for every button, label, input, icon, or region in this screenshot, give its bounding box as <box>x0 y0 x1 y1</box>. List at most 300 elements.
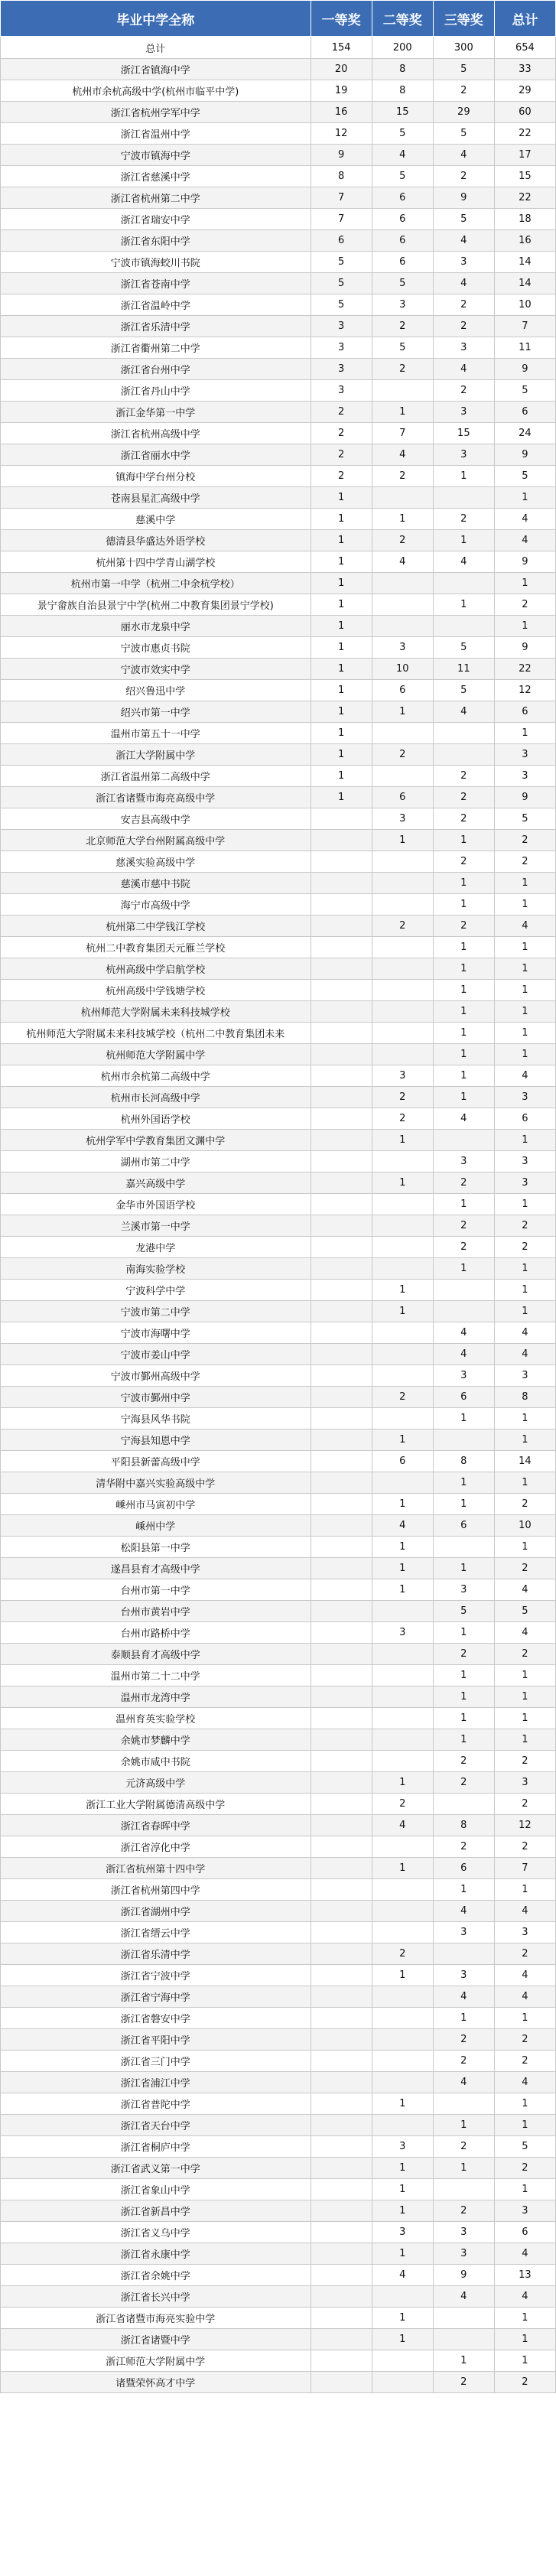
second-prize-cell: 5 <box>372 166 433 187</box>
total-cell: 1 <box>494 1258 555 1280</box>
second-prize-cell: 4 <box>372 2265 433 2286</box>
school-name-cell: 海宁市高级中学 <box>1 894 311 916</box>
total-cell: 5 <box>494 808 555 830</box>
total-cell: 5 <box>494 1601 555 1622</box>
first-prize-cell <box>311 1023 372 1044</box>
second-prize-cell <box>372 1708 433 1729</box>
total-cell: 4 <box>494 1622 555 1644</box>
school-name-cell: 浙江省淳化中学 <box>1 1836 311 1858</box>
third-prize-cell: 3 <box>433 2222 494 2243</box>
total-cell: 9 <box>494 637 555 659</box>
school-name-cell: 杭州师范大学附属未来科技城学校 <box>1 1001 311 1023</box>
first-prize-cell <box>311 1794 372 1815</box>
table-row <box>1 166 556 187</box>
third-prize-cell: 8 <box>433 1815 494 1836</box>
total-cell: 12 <box>494 680 555 701</box>
first-prize-cell: 2 <box>311 423 372 444</box>
school-name-cell: 杭州市第一中学（杭州二中余杭学校） <box>1 573 311 594</box>
first-prize-cell <box>311 1751 372 1772</box>
second-prize-cell: 1 <box>372 1130 433 1151</box>
school-name-cell: 绍兴市第一中学 <box>1 701 311 723</box>
table-row <box>1 1644 556 1665</box>
second-prize-cell <box>372 1644 433 1665</box>
school-name-cell: 浙江省台州中学 <box>1 359 311 380</box>
total-cell: 33 <box>494 59 555 80</box>
third-prize-cell: 1 <box>433 1001 494 1023</box>
school-name-cell: 浙江省宁海中学 <box>1 1986 311 2008</box>
first-prize-cell <box>311 2008 372 2029</box>
first-prize-cell <box>311 1258 372 1280</box>
total-cell: 10 <box>494 294 555 316</box>
second-prize-cell: 1 <box>372 509 433 530</box>
second-prize-cell: 7 <box>372 423 433 444</box>
first-prize-cell: 7 <box>311 187 372 209</box>
third-prize-cell: 2 <box>433 2029 494 2051</box>
total-cell: 1 <box>494 1472 555 1494</box>
total-cell: 4 <box>494 1901 555 1922</box>
first-prize-cell <box>311 1922 372 1943</box>
total-cell: 1 <box>494 937 555 958</box>
table-row <box>1 851 556 873</box>
school-name-cell: 浙江师范大学附属中学 <box>1 2350 311 2372</box>
school-name-cell: 杭州高级中学钱塘学校 <box>1 980 311 1001</box>
third-prize-cell <box>433 2179 494 2200</box>
school-name-cell: 嵊州市马寅初中学 <box>1 1494 311 1515</box>
school-name-cell: 宁波市惠贞书院 <box>1 637 311 659</box>
table-row <box>1 808 556 830</box>
third-prize-cell: 5 <box>433 680 494 701</box>
first-prize-cell <box>311 1087 372 1108</box>
table-row <box>1 1472 556 1494</box>
second-prize-cell: 1 <box>372 1173 433 1194</box>
third-prize-cell <box>433 487 494 509</box>
school-name-cell: 浙江省苍南中学 <box>1 273 311 294</box>
second-prize-cell <box>372 1258 433 1280</box>
second-prize-cell: 5 <box>372 273 433 294</box>
third-prize-cell: 3 <box>433 444 494 466</box>
third-prize-cell: 1 <box>433 1408 494 1429</box>
school-name-cell: 杭州第十四中学青山湖学校 <box>1 551 311 573</box>
first-prize-cell <box>311 1815 372 1836</box>
first-prize-cell <box>311 1665 372 1686</box>
second-prize-cell <box>372 2372 433 2393</box>
table-row <box>1 145 556 166</box>
table-row <box>1 937 556 958</box>
school-name-cell: 泰顺县育才高级中学 <box>1 1644 311 1665</box>
school-name-cell: 浙江省新昌中学 <box>1 2200 311 2222</box>
total-cell: 14 <box>494 273 555 294</box>
school-name-cell: 平阳县新蕾高级中学 <box>1 1451 311 1472</box>
second-prize-cell: 1 <box>372 2243 433 2265</box>
total-cell: 3 <box>494 1087 555 1108</box>
third-prize-cell: 1 <box>433 1258 494 1280</box>
first-prize-cell <box>311 1708 372 1729</box>
first-prize-cell <box>311 1772 372 1794</box>
third-prize-cell: 1 <box>433 980 494 1001</box>
first-prize-cell <box>311 1429 372 1451</box>
second-prize-cell: 3 <box>372 294 433 316</box>
third-prize-cell: 4 <box>433 273 494 294</box>
second-prize-cell: 1 <box>372 1858 433 1879</box>
school-name-cell: 金华市外国语学校 <box>1 1194 311 1215</box>
total-cell: 3 <box>494 1365 555 1387</box>
table-row <box>1 2329 556 2350</box>
table-row <box>1 209 556 230</box>
table-row <box>1 637 556 659</box>
school-name-cell: 余姚市咸中书院 <box>1 1751 311 1772</box>
table-row <box>1 530 556 551</box>
total-cell: 1 <box>494 958 555 980</box>
table-row <box>1 1815 556 1836</box>
first-prize-cell <box>311 894 372 916</box>
third-prize-cell <box>433 723 494 744</box>
table-row <box>1 2115 556 2136</box>
second-prize-cell: 2 <box>372 744 433 766</box>
second-prize-cell: 6 <box>372 1451 433 1472</box>
total-cell: 1 <box>494 723 555 744</box>
first-prize-cell: 1 <box>311 616 372 637</box>
table-row <box>1 594 556 616</box>
second-prize-cell: 8 <box>372 80 433 102</box>
first-prize-cell: 20 <box>311 59 372 80</box>
third-prize-cell <box>433 1429 494 1451</box>
third-prize-cell: 2 <box>433 787 494 808</box>
total-cell: 1 <box>494 873 555 894</box>
third-prize-cell: 3 <box>433 402 494 423</box>
first-prize-cell <box>311 1622 372 1644</box>
total-cell: 8 <box>494 1387 555 1408</box>
school-name-cell: 浙江省衢州第二中学 <box>1 337 311 359</box>
table-row <box>1 359 556 380</box>
third-prize-cell <box>433 2308 494 2329</box>
first-prize-cell <box>311 1644 372 1665</box>
first-prize-cell: 1 <box>311 723 372 744</box>
first-prize-cell: 1 <box>311 594 372 616</box>
total-cell: 4 <box>494 2286 555 2308</box>
first-prize-cell: 1 <box>311 766 372 787</box>
school-name-cell: 浙江省桐庐中学 <box>1 2136 311 2158</box>
third-prize-cell: 2 <box>433 916 494 937</box>
total-cell: 2 <box>494 1836 555 1858</box>
third-prize-cell: 1 <box>433 2115 494 2136</box>
total-cell: 1 <box>494 1280 555 1301</box>
school-name-cell: 浙江省三门中学 <box>1 2051 311 2072</box>
table-row <box>1 616 556 637</box>
table-row <box>1 2072 556 2093</box>
second-prize-cell <box>372 723 433 744</box>
table-row <box>1 423 556 444</box>
first-prize-cell <box>311 2200 372 2222</box>
total-cell: 4 <box>494 1965 555 1986</box>
school-name-cell: 浙江省温岭中学 <box>1 294 311 316</box>
school-name-cell: 松阳县第一中学 <box>1 1537 311 1558</box>
school-name-cell: 台州市黄岩中学 <box>1 1601 311 1622</box>
second-prize-cell <box>372 1922 433 1943</box>
third-prize-cell: 1 <box>433 1194 494 1215</box>
first-prize-cell <box>311 1044 372 1065</box>
first-prize-cell <box>311 1537 372 1558</box>
third-prize-cell: 5 <box>433 637 494 659</box>
total-cell: 5 <box>494 380 555 402</box>
total-cell: 18 <box>494 209 555 230</box>
school-name-cell: 浙江省湖州中学 <box>1 1901 311 1922</box>
third-prize-cell: 4 <box>433 1322 494 1344</box>
second-prize-cell <box>372 873 433 894</box>
third-prize-cell: 2 <box>433 1836 494 1858</box>
total-cell: 16 <box>494 230 555 252</box>
total-cell: 7 <box>494 1858 555 1879</box>
second-prize-cell <box>372 1215 433 1237</box>
total-cell: 1 <box>494 1044 555 1065</box>
third-prize-cell: 2 <box>433 1215 494 1237</box>
table-row <box>1 2222 556 2243</box>
school-name-cell: 浙江省宁波中学 <box>1 1965 311 1986</box>
second-prize-cell: 4 <box>372 551 433 573</box>
second-prize-cell: 15 <box>372 102 433 123</box>
second-prize-cell <box>372 594 433 616</box>
total-cell: 22 <box>494 659 555 680</box>
school-name-cell: 杭州二中教育集团天元雁兰学校 <box>1 937 311 958</box>
total-cell: 1 <box>494 1686 555 1708</box>
table-row <box>1 402 556 423</box>
first-prize-cell <box>311 873 372 894</box>
total-cell: 1 <box>494 894 555 916</box>
school-name-cell: 杭州高级中学启航学校 <box>1 958 311 980</box>
third-prize-cell: 1 <box>433 894 494 916</box>
second-prize-cell: 10 <box>372 659 433 680</box>
second-prize-cell: 2 <box>372 466 433 487</box>
table-row <box>1 1087 556 1108</box>
total-cell: 1 <box>494 2179 555 2200</box>
second-prize-cell <box>372 1751 433 1772</box>
table-row <box>1 2136 556 2158</box>
first-prize-cell: 2 <box>311 466 372 487</box>
third-prize-cell: 1 <box>433 873 494 894</box>
third-prize-cell: 4 <box>433 230 494 252</box>
third-prize-cell: 6 <box>433 1515 494 1537</box>
second-prize-cell <box>372 1686 433 1708</box>
school-name-cell: 慈溪实验高级中学 <box>1 851 311 873</box>
first-prize-cell <box>311 1601 372 1622</box>
first-prize-cell <box>311 1408 372 1429</box>
second-prize-cell: 4 <box>372 1515 433 1537</box>
second-prize-cell: 1 <box>372 2093 433 2115</box>
second-prize-cell: 4 <box>372 1815 433 1836</box>
total-cell: 15 <box>494 166 555 187</box>
first-prize-cell <box>311 808 372 830</box>
third-prize-cell: 3 <box>433 252 494 273</box>
school-name-cell: 杭州师范大学附属未来科技城学校（杭州二中教育集团未来 <box>1 1023 311 1044</box>
first-prize-cell: 1 <box>311 530 372 551</box>
table-row <box>1 1986 556 2008</box>
first-prize-cell: 16 <box>311 102 372 123</box>
school-name-cell: 遂昌县育才高级中学 <box>1 1558 311 1579</box>
second-prize-cell: 2 <box>372 1943 433 1965</box>
third-prize-cell: 2 <box>433 1644 494 1665</box>
school-name-cell: 浙江省武义第一中学 <box>1 2158 311 2179</box>
total-cell: 1 <box>494 1001 555 1023</box>
first-prize-cell <box>311 958 372 980</box>
school-name-cell: 浙江省乐清中学 <box>1 1943 311 1965</box>
third-prize-cell: 4 <box>433 2072 494 2093</box>
table-row <box>1 1151 556 1173</box>
total-cell: 4 <box>494 1322 555 1344</box>
total-cell: 5 <box>494 466 555 487</box>
table-row <box>1 1365 556 1387</box>
first-prize-cell: 2 <box>311 444 372 466</box>
table-row <box>1 1194 556 1215</box>
second-prize-cell: 6 <box>372 187 433 209</box>
table-row <box>1 1173 556 1194</box>
total-cell: 4 <box>494 1344 555 1365</box>
school-name-cell: 宁波市姜山中学 <box>1 1344 311 1365</box>
table-row <box>1 1494 556 1515</box>
second-prize-cell: 5 <box>372 337 433 359</box>
third-prize-cell: 9 <box>433 2265 494 2286</box>
second-prize-cell: 200 <box>372 37 433 59</box>
total-cell: 1 <box>494 2308 555 2329</box>
third-prize-cell: 11 <box>433 659 494 680</box>
school-name-cell: 宁波市镇海蛟川书院 <box>1 252 311 273</box>
table-row <box>1 1879 556 1901</box>
total-cell: 9 <box>494 787 555 808</box>
second-prize-cell: 3 <box>372 2136 433 2158</box>
school-name-cell: 浙江省杭州高级中学 <box>1 423 311 444</box>
third-prize-cell: 1 <box>433 1622 494 1644</box>
total-cell: 2 <box>494 1215 555 1237</box>
second-prize-cell <box>372 2286 433 2308</box>
third-prize-cell: 2 <box>433 2372 494 2393</box>
total-cell: 6 <box>494 701 555 723</box>
table-row <box>1 316 556 337</box>
total-cell: 2 <box>494 1751 555 1772</box>
table-row <box>1 1901 556 1922</box>
third-prize-cell: 9 <box>433 187 494 209</box>
total-cell: 4 <box>494 1579 555 1601</box>
first-prize-cell <box>311 2179 372 2200</box>
second-prize-cell <box>372 1044 433 1065</box>
school-name-cell: 杭州第二中学钱江学校 <box>1 916 311 937</box>
second-prize-cell: 2 <box>372 359 433 380</box>
first-prize-cell <box>311 2222 372 2243</box>
first-prize-cell <box>311 2051 372 2072</box>
total-cell: 1 <box>494 1429 555 1451</box>
first-prize-cell <box>311 2329 372 2350</box>
total-cell: 14 <box>494 1451 555 1472</box>
third-prize-cell: 5 <box>433 1601 494 1622</box>
second-prize-cell: 6 <box>372 230 433 252</box>
table-row <box>1 2200 556 2222</box>
third-prize-cell <box>433 616 494 637</box>
total-cell: 1 <box>494 616 555 637</box>
third-prize-cell: 3 <box>433 1151 494 1173</box>
school-name-cell: 浙江省天台中学 <box>1 2115 311 2136</box>
second-prize-cell: 1 <box>372 830 433 851</box>
table-row <box>1 701 556 723</box>
school-name-cell: 嘉兴高级中学 <box>1 1173 311 1194</box>
school-name-cell: 浙江省乐清中学 <box>1 316 311 337</box>
third-prize-cell <box>433 1301 494 1322</box>
second-prize-cell <box>372 1322 433 1344</box>
table-row <box>1 1622 556 1644</box>
third-prize-cell: 3 <box>433 1579 494 1601</box>
second-prize-cell: 3 <box>372 808 433 830</box>
third-prize-cell <box>433 2093 494 2115</box>
total-cell: 1 <box>494 1879 555 1901</box>
first-prize-cell <box>311 1280 372 1301</box>
first-prize-cell <box>311 2136 372 2158</box>
third-prize-cell: 1 <box>433 1494 494 1515</box>
school-name-cell: 德清县华盛达外语学校 <box>1 530 311 551</box>
total-cell: 9 <box>494 444 555 466</box>
table-row <box>1 723 556 744</box>
third-prize-cell: 1 <box>433 1665 494 1686</box>
school-name-cell: 宁波科学中学 <box>1 1280 311 1301</box>
third-prize-cell: 3 <box>433 2243 494 2265</box>
second-prize-cell: 4 <box>372 444 433 466</box>
table-row <box>1 551 556 573</box>
school-name-cell: 安吉县高级中学 <box>1 808 311 830</box>
third-prize-cell: 3 <box>433 1922 494 1943</box>
first-prize-cell <box>311 1943 372 1965</box>
first-prize-cell <box>311 1901 372 1922</box>
table-row <box>1 1686 556 1708</box>
second-prize-cell <box>372 1665 433 1686</box>
total-cell: 2 <box>494 2029 555 2051</box>
first-prize-cell <box>311 2265 372 2286</box>
table-row <box>1 1280 556 1301</box>
first-prize-cell <box>311 1108 372 1130</box>
second-prize-cell: 6 <box>372 787 433 808</box>
third-prize-cell: 1 <box>433 2350 494 2372</box>
table-row <box>1 894 556 916</box>
table-row <box>1 187 556 209</box>
second-prize-cell: 5 <box>372 123 433 145</box>
school-name-cell: 宁海县知恩中学 <box>1 1429 311 1451</box>
first-prize-cell: 5 <box>311 273 372 294</box>
first-prize-cell: 9 <box>311 145 372 166</box>
second-prize-cell <box>372 894 433 916</box>
school-name-cell: 宁波市鄞州高级中学 <box>1 1365 311 1387</box>
third-prize-cell: 2 <box>433 316 494 337</box>
school-name-cell: 浙江省诸暨市海亮高级中学 <box>1 787 311 808</box>
first-prize-cell <box>311 1237 372 1258</box>
second-prize-cell <box>372 487 433 509</box>
third-prize-cell: 2 <box>433 80 494 102</box>
third-prize-cell: 2 <box>433 1173 494 1194</box>
total-cell: 2 <box>494 2051 555 2072</box>
school-name-cell: 嵊州中学 <box>1 1515 311 1537</box>
third-prize-cell: 4 <box>433 1108 494 1130</box>
third-prize-cell: 3 <box>433 337 494 359</box>
first-prize-cell: 1 <box>311 573 372 594</box>
table-row <box>1 2158 556 2179</box>
school-name-cell: 浙江省东阳中学 <box>1 230 311 252</box>
first-prize-cell <box>311 1215 372 1237</box>
third-prize-cell <box>433 1943 494 1965</box>
total-cell: 1 <box>494 1729 555 1751</box>
table-row <box>1 80 556 102</box>
table-row <box>1 509 556 530</box>
total-cell: 1 <box>494 2329 555 2350</box>
first-prize-cell <box>311 1986 372 2008</box>
first-prize-cell <box>311 980 372 1001</box>
school-name-cell: 慈溪中学 <box>1 509 311 530</box>
first-prize-cell: 5 <box>311 252 372 273</box>
table-row <box>1 1922 556 1943</box>
first-prize-cell <box>311 1344 372 1365</box>
second-prize-cell: 1 <box>372 1558 433 1579</box>
